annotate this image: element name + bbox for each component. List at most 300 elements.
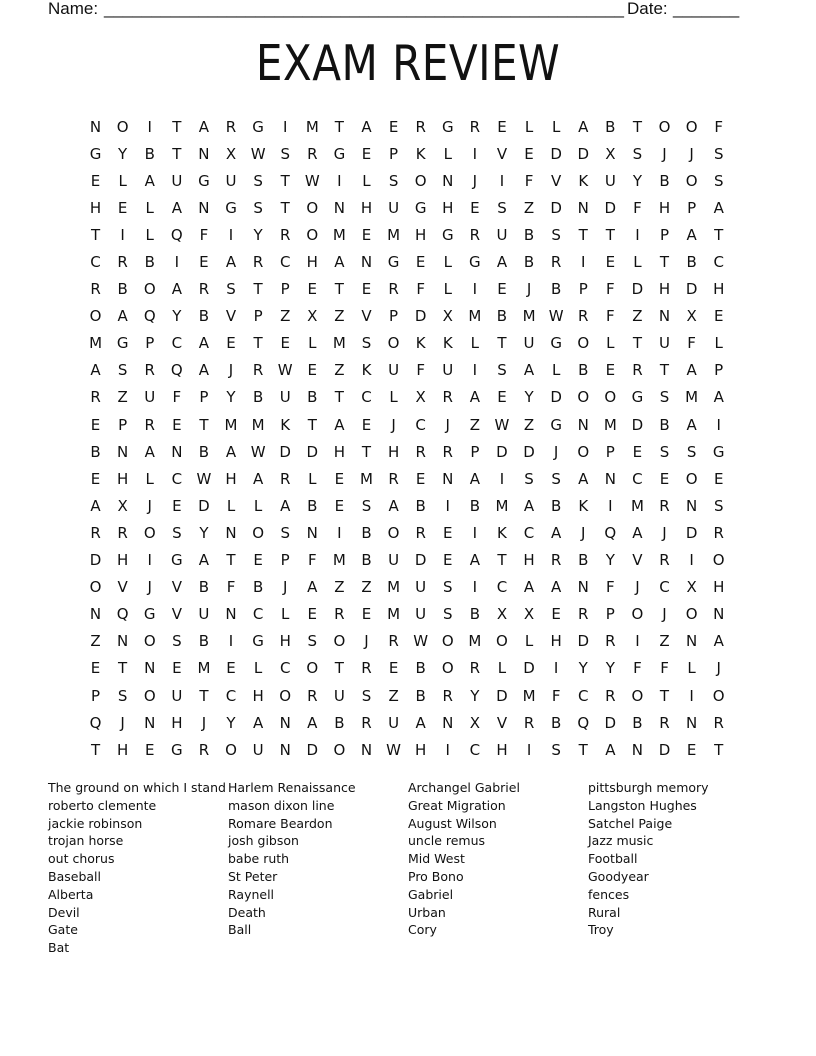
grid-letter[interactable]: R xyxy=(361,713,372,732)
grid-letter[interactable]: M xyxy=(360,469,373,488)
grid-letter[interactable]: O xyxy=(143,686,156,705)
grid-letter[interactable]: U xyxy=(442,361,454,380)
grid-letter[interactable]: O xyxy=(333,632,346,651)
grid-letter[interactable]: W xyxy=(548,307,564,326)
grid-letter[interactable]: B xyxy=(198,578,210,597)
grid-letter[interactable]: H xyxy=(89,198,102,217)
grid-letter[interactable]: T xyxy=(632,117,642,136)
grid-letter[interactable]: V xyxy=(496,144,508,163)
grid-letter[interactable]: I xyxy=(120,225,125,244)
name-field-line[interactable]: _______________________________________________________ xyxy=(104,0,625,18)
grid-letter[interactable]: X xyxy=(442,307,453,326)
grid-letter[interactable]: F xyxy=(551,686,561,705)
grid-letter[interactable]: F xyxy=(226,578,236,597)
grid-letter[interactable]: G xyxy=(631,388,644,407)
grid-letter[interactable]: U xyxy=(659,334,670,353)
grid-letter[interactable]: L xyxy=(443,280,452,299)
grid-letter[interactable]: I xyxy=(147,117,152,136)
grid-letter[interactable]: F xyxy=(660,659,669,678)
grid-letter[interactable]: V xyxy=(117,578,128,597)
grid-letter[interactable]: P xyxy=(659,225,670,244)
grid-letter[interactable]: O xyxy=(143,523,156,542)
grid-letter[interactable]: B xyxy=(252,578,264,597)
grid-letter[interactable]: A xyxy=(252,713,264,732)
grid-letter[interactable]: M xyxy=(387,578,401,597)
grid-letter[interactable]: H xyxy=(279,632,291,651)
grid-letter[interactable]: W xyxy=(196,469,212,488)
grid-letter[interactable]: B xyxy=(198,307,210,326)
grid-letter[interactable]: D xyxy=(89,551,102,570)
grid-letter[interactable]: B xyxy=(523,225,535,244)
grid-letter[interactable]: S xyxy=(686,442,697,461)
grid-letter[interactable]: N xyxy=(685,496,698,515)
grid-letter[interactable]: A xyxy=(713,388,724,407)
grid-letter[interactable]: E xyxy=(334,469,345,488)
grid-letter[interactable]: O xyxy=(658,117,671,136)
grid-letter[interactable]: X xyxy=(523,605,535,624)
grid-letter[interactable]: M xyxy=(197,659,211,678)
grid-letter[interactable]: A xyxy=(578,117,589,136)
grid-letter[interactable]: T xyxy=(307,415,317,434)
grid-letter[interactable]: S xyxy=(551,469,561,488)
grid-letter[interactable]: A xyxy=(496,253,508,272)
grid-letter[interactable]: S xyxy=(253,198,263,217)
grid-letter[interactable]: O xyxy=(279,686,292,705)
grid-letter[interactable]: I xyxy=(228,225,234,244)
grid-letter[interactable]: G xyxy=(469,253,481,272)
grid-letter[interactable]: E xyxy=(551,605,561,624)
grid-letter[interactable]: Y xyxy=(199,523,209,542)
grid-letter[interactable]: W xyxy=(250,442,266,461)
grid-letter[interactable]: T xyxy=(361,442,372,461)
grid-letter[interactable]: A xyxy=(334,415,345,434)
grid-letter[interactable]: U xyxy=(604,171,616,190)
grid-letter[interactable]: L xyxy=(687,659,696,678)
grid-letter[interactable]: D xyxy=(658,740,671,759)
grid-letter[interactable]: R xyxy=(198,280,210,299)
grid-letter[interactable]: E xyxy=(226,334,236,353)
grid-letter[interactable]: E xyxy=(361,144,372,163)
grid-letter[interactable]: L xyxy=(253,659,263,678)
grid-letter[interactable]: I xyxy=(472,578,478,597)
grid-letter[interactable]: E xyxy=(334,496,345,515)
grid-letter[interactable]: S xyxy=(713,144,724,163)
grid-letter[interactable]: O xyxy=(631,686,644,705)
grid-letter[interactable]: S xyxy=(659,442,670,461)
grid-letter[interactable]: W xyxy=(250,144,266,163)
grid-letter[interactable]: T xyxy=(334,659,344,678)
grid-letter[interactable]: A xyxy=(686,361,697,380)
grid-letter[interactable]: O xyxy=(496,632,508,651)
grid-letter[interactable]: C xyxy=(469,740,481,759)
grid-letter[interactable]: N xyxy=(658,307,671,326)
grid-letter[interactable]: O xyxy=(441,632,454,651)
grid-letter[interactable]: U xyxy=(144,388,156,407)
grid-letter[interactable]: A xyxy=(361,117,372,136)
grid-letter[interactable]: S xyxy=(172,523,182,542)
grid-letter[interactable]: F xyxy=(416,280,425,299)
grid-letter[interactable]: R xyxy=(90,280,101,299)
grid-letter[interactable]: L xyxy=(226,496,236,515)
grid-letter[interactable]: K xyxy=(497,523,507,542)
grid-letter[interactable]: T xyxy=(253,334,263,353)
grid-letter[interactable]: N xyxy=(117,442,129,461)
grid-letter[interactable]: A xyxy=(388,496,399,515)
grid-letter[interactable]: R xyxy=(252,253,264,272)
grid-letter[interactable]: U xyxy=(171,686,183,705)
grid-letter[interactable]: E xyxy=(686,740,697,759)
grid-letter[interactable]: P xyxy=(605,605,615,624)
grid-letter[interactable]: A xyxy=(686,225,697,244)
grid-letter[interactable]: H xyxy=(713,578,725,597)
grid-letter[interactable]: R xyxy=(334,605,345,624)
grid-letter[interactable]: O xyxy=(143,280,156,299)
grid-letter[interactable]: J xyxy=(472,171,478,190)
grid-letter[interactable]: A xyxy=(469,551,480,570)
grid-letter[interactable]: S xyxy=(307,632,318,651)
grid-letter[interactable]: D xyxy=(631,415,644,434)
grid-letter[interactable]: D xyxy=(577,632,590,651)
grid-letter[interactable]: D xyxy=(306,740,319,759)
grid-letter[interactable]: O xyxy=(604,388,617,407)
grid-letter[interactable]: T xyxy=(714,740,724,759)
grid-letter[interactable]: X xyxy=(496,605,508,624)
grid-letter[interactable]: S xyxy=(361,334,372,353)
grid-letter[interactable]: O xyxy=(631,605,644,624)
grid-letter[interactable]: P xyxy=(118,415,128,434)
grid-letter[interactable]: A xyxy=(713,632,724,651)
grid-letter[interactable]: D xyxy=(496,686,508,705)
grid-letter[interactable]: F xyxy=(687,334,696,353)
grid-letter[interactable]: D xyxy=(414,551,427,570)
grid-letter[interactable]: U xyxy=(496,225,508,244)
grid-letter[interactable]: A xyxy=(144,442,155,461)
grid-letter[interactable]: F xyxy=(606,578,615,597)
grid-letter[interactable]: R xyxy=(90,523,101,542)
grid-letter[interactable]: E xyxy=(253,551,263,570)
grid-letter[interactable]: O xyxy=(387,523,400,542)
grid-letter[interactable]: Z xyxy=(117,388,128,407)
grid-letter[interactable]: G xyxy=(441,225,454,244)
grid-letter[interactable]: O xyxy=(143,632,156,651)
grid-letter[interactable]: D xyxy=(685,523,698,542)
grid-letter[interactable]: Y xyxy=(172,307,182,326)
grid-letter[interactable]: A xyxy=(523,578,535,597)
grid-letter[interactable]: U xyxy=(252,740,264,759)
grid-letter[interactable]: N xyxy=(577,578,589,597)
grid-letter[interactable]: H xyxy=(658,280,671,299)
grid-letter[interactable]: R xyxy=(415,442,426,461)
grid-letter[interactable]: E xyxy=(117,198,128,217)
grid-letter[interactable]: S xyxy=(361,686,372,705)
grid-letter[interactable]: O xyxy=(685,605,698,624)
grid-letter[interactable]: B xyxy=(307,496,318,515)
grid-letter[interactable]: R xyxy=(117,253,128,272)
grid-letter[interactable]: N xyxy=(144,713,156,732)
grid-letter[interactable]: X xyxy=(469,713,480,732)
grid-letter[interactable]: P xyxy=(578,280,588,299)
grid-letter[interactable]: E xyxy=(659,469,670,488)
grid-letter[interactable]: Z xyxy=(334,307,345,326)
grid-letter[interactable]: H xyxy=(550,632,562,651)
grid-letter[interactable]: D xyxy=(604,713,617,732)
grid-letter[interactable]: E xyxy=(361,280,372,299)
grid-letter[interactable]: W xyxy=(304,171,320,190)
grid-letter[interactable]: O xyxy=(306,659,319,678)
grid-letter[interactable]: M xyxy=(468,632,482,651)
grid-letter[interactable]: M xyxy=(387,605,401,624)
grid-letter[interactable]: U xyxy=(388,551,400,570)
grid-letter[interactable]: M xyxy=(305,117,319,136)
grid-letter[interactable]: C xyxy=(659,578,670,597)
grid-letter[interactable]: R xyxy=(605,686,616,705)
grid-letter[interactable]: H xyxy=(387,442,400,461)
grid-letter[interactable]: L xyxy=(497,659,507,678)
grid-letter[interactable]: A xyxy=(551,578,562,597)
grid-letter[interactable]: I xyxy=(174,253,180,272)
grid-letter[interactable]: S xyxy=(117,361,128,380)
grid-letter[interactable]: Y xyxy=(578,659,588,678)
grid-letter[interactable]: G xyxy=(116,334,129,353)
grid-letter[interactable]: G xyxy=(143,605,156,624)
grid-letter[interactable]: T xyxy=(172,117,182,136)
grid-letter[interactable]: R xyxy=(469,117,481,136)
grid-letter[interactable]: H xyxy=(225,469,237,488)
grid-letter[interactable]: G xyxy=(171,551,183,570)
grid-letter[interactable]: U xyxy=(279,388,291,407)
grid-letter[interactable]: H xyxy=(658,198,671,217)
grid-letter[interactable]: E xyxy=(497,117,507,136)
grid-letter[interactable]: J xyxy=(391,415,396,434)
grid-letter[interactable]: G xyxy=(89,144,102,163)
grid-letter[interactable]: B xyxy=(550,713,562,732)
grid-letter[interactable]: R xyxy=(442,388,453,407)
grid-letter[interactable]: I xyxy=(608,496,613,515)
grid-letter[interactable]: A xyxy=(198,551,210,570)
grid-letter[interactable]: R xyxy=(279,225,291,244)
grid-letter[interactable]: M xyxy=(332,225,346,244)
grid-letter[interactable]: B xyxy=(469,496,480,515)
grid-letter[interactable]: D xyxy=(523,442,535,461)
grid-letter[interactable]: I xyxy=(472,361,478,380)
grid-letter[interactable]: E xyxy=(172,659,182,678)
grid-letter[interactable]: B xyxy=(550,280,562,299)
grid-letter[interactable]: N xyxy=(198,144,210,163)
grid-letter[interactable]: V xyxy=(171,578,182,597)
grid-letter[interactable]: G xyxy=(414,198,427,217)
grid-letter[interactable]: M xyxy=(332,551,346,570)
grid-letter[interactable]: L xyxy=(145,469,154,488)
grid-letter[interactable]: O xyxy=(116,117,129,136)
grid-letter[interactable]: N xyxy=(89,605,102,624)
grid-letter[interactable]: G xyxy=(550,415,562,434)
grid-letter[interactable]: L xyxy=(308,334,317,353)
grid-letter[interactable]: D xyxy=(604,198,617,217)
grid-letter[interactable]: V xyxy=(361,307,372,326)
grid-letter[interactable]: S xyxy=(497,198,507,217)
grid-letter[interactable]: D xyxy=(496,442,508,461)
grid-letter[interactable]: S xyxy=(632,144,643,163)
grid-letter[interactable]: J xyxy=(201,713,207,732)
grid-letter[interactable]: Y xyxy=(470,686,480,705)
grid-letter[interactable]: B xyxy=(686,253,697,272)
grid-letter[interactable]: D xyxy=(414,307,427,326)
grid-letter[interactable]: E xyxy=(443,551,453,570)
grid-letter[interactable]: T xyxy=(280,198,290,217)
grid-letter[interactable]: W xyxy=(494,415,510,434)
grid-letter[interactable]: K xyxy=(415,334,426,353)
grid-letter[interactable]: R xyxy=(388,632,399,651)
grid-letter[interactable]: S xyxy=(524,469,534,488)
grid-letter[interactable]: E xyxy=(713,307,724,326)
grid-letter[interactable]: K xyxy=(578,171,589,190)
grid-letter[interactable]: O xyxy=(441,659,454,678)
grid-letter[interactable]: W xyxy=(277,361,293,380)
grid-letter[interactable]: J xyxy=(364,632,369,651)
grid-letter[interactable]: D xyxy=(550,388,562,407)
grid-letter[interactable]: L xyxy=(253,496,263,515)
grid-letter[interactable]: H xyxy=(713,280,725,299)
grid-letter[interactable]: R xyxy=(713,523,724,542)
grid-letter[interactable]: T xyxy=(578,740,588,759)
grid-letter[interactable]: A xyxy=(252,469,264,488)
grid-letter[interactable]: S xyxy=(226,280,236,299)
grid-letter[interactable]: F xyxy=(606,280,615,299)
grid-letter[interactable]: L xyxy=(145,225,154,244)
grid-letter[interactable]: I xyxy=(337,171,342,190)
grid-letter[interactable]: R xyxy=(307,686,318,705)
grid-letter[interactable]: T xyxy=(632,334,642,353)
grid-letter[interactable]: S xyxy=(443,605,453,624)
grid-letter[interactable]: H xyxy=(117,740,129,759)
grid-letter[interactable]: R xyxy=(659,551,670,570)
grid-letter[interactable]: D xyxy=(685,280,698,299)
grid-letter[interactable]: S xyxy=(659,388,670,407)
grid-letter[interactable]: I xyxy=(472,280,478,299)
grid-letter[interactable]: B xyxy=(198,632,210,651)
grid-letter[interactable]: U xyxy=(388,713,400,732)
grid-letter[interactable]: C xyxy=(225,686,237,705)
grid-letter[interactable]: U xyxy=(415,578,427,597)
grid-letter[interactable]: X xyxy=(605,144,616,163)
grid-letter[interactable]: S xyxy=(551,740,561,759)
grid-letter[interactable]: L xyxy=(145,198,154,217)
grid-letter[interactable]: H xyxy=(117,469,129,488)
grid-letter[interactable]: L xyxy=(524,632,534,651)
grid-letter[interactable]: F xyxy=(524,171,534,190)
grid-letter[interactable]: H xyxy=(333,442,346,461)
grid-letter[interactable]: O xyxy=(577,388,590,407)
grid-letter[interactable]: N xyxy=(442,713,454,732)
grid-letter[interactable]: L xyxy=(118,171,127,190)
grid-letter[interactable]: J xyxy=(635,578,640,597)
grid-letter[interactable]: A xyxy=(307,578,318,597)
grid-letter[interactable]: H xyxy=(171,713,183,732)
grid-letter[interactable]: Y xyxy=(118,144,128,163)
grid-letter[interactable]: D xyxy=(198,496,210,515)
grid-letter[interactable]: C xyxy=(171,469,183,488)
grid-letter[interactable]: R xyxy=(307,144,318,163)
grid-letter[interactable]: N xyxy=(333,198,345,217)
grid-letter[interactable]: R xyxy=(523,713,535,732)
grid-letter[interactable]: D xyxy=(279,442,291,461)
grid-letter[interactable]: A xyxy=(713,198,724,217)
grid-letter[interactable]: P xyxy=(470,442,480,461)
grid-letter[interactable]: A xyxy=(632,523,643,542)
grid-letter[interactable]: K xyxy=(415,144,426,163)
grid-letter[interactable]: L xyxy=(470,334,480,353)
grid-letter[interactable]: M xyxy=(251,415,265,434)
grid-letter[interactable]: L xyxy=(443,144,452,163)
grid-letter[interactable]: E xyxy=(470,198,480,217)
grid-letter[interactable]: U xyxy=(198,605,210,624)
grid-letter[interactable]: W xyxy=(386,740,401,759)
grid-letter[interactable]: T xyxy=(659,361,670,380)
grid-letter[interactable]: J xyxy=(716,659,721,678)
grid-letter[interactable]: C xyxy=(713,253,724,272)
grid-letter[interactable]: G xyxy=(441,117,454,136)
grid-letter[interactable]: M xyxy=(685,388,699,407)
grid-letter[interactable]: E xyxy=(144,740,155,759)
grid-letter[interactable]: R xyxy=(279,469,291,488)
grid-letter[interactable]: R xyxy=(632,361,643,380)
grid-letter[interactable]: T xyxy=(334,117,344,136)
grid-letter[interactable]: M xyxy=(89,334,103,353)
grid-letter[interactable]: Z xyxy=(280,307,291,326)
grid-letter[interactable]: I xyxy=(689,686,694,705)
grid-letter[interactable]: Z xyxy=(523,415,535,434)
grid-letter[interactable]: U xyxy=(415,605,427,624)
grid-letter[interactable]: I xyxy=(282,117,288,136)
grid-letter[interactable]: R xyxy=(605,632,616,651)
grid-letter[interactable]: L xyxy=(551,117,561,136)
grid-letter[interactable]: A xyxy=(578,469,589,488)
grid-letter[interactable]: R xyxy=(550,551,562,570)
grid-letter[interactable]: K xyxy=(280,415,291,434)
grid-letter[interactable]: J xyxy=(689,144,694,163)
grid-letter[interactable]: O xyxy=(252,523,265,542)
grid-letter[interactable]: Z xyxy=(90,632,101,651)
grid-letter[interactable]: D xyxy=(306,442,319,461)
grid-letter[interactable]: R xyxy=(469,659,481,678)
grid-letter[interactable]: P xyxy=(253,307,263,326)
grid-letter[interactable]: B xyxy=(659,171,670,190)
grid-letter[interactable]: E xyxy=(605,361,616,380)
grid-letter[interactable]: R xyxy=(415,523,426,542)
grid-letter[interactable]: Z xyxy=(632,307,643,326)
grid-letter[interactable]: P xyxy=(280,551,290,570)
grid-letter[interactable]: N xyxy=(442,171,454,190)
grid-letter[interactable]: I xyxy=(581,253,586,272)
grid-letter[interactable]: Y xyxy=(226,713,236,732)
grid-letter[interactable]: J xyxy=(147,496,152,515)
grid-letter[interactable]: V xyxy=(496,713,508,732)
grid-letter[interactable]: S xyxy=(497,361,507,380)
grid-letter[interactable]: C xyxy=(577,686,589,705)
grid-letter[interactable]: G xyxy=(252,632,264,651)
grid-letter[interactable]: O xyxy=(685,171,698,190)
grid-letter[interactable]: T xyxy=(90,225,101,244)
grid-letter[interactable]: K xyxy=(361,361,372,380)
grid-letter[interactable]: M xyxy=(522,686,536,705)
grid-letter[interactable]: T xyxy=(90,740,101,759)
grid-letter[interactable]: Z xyxy=(334,578,345,597)
grid-letter[interactable]: B xyxy=(117,280,128,299)
grid-letter[interactable]: D xyxy=(577,144,590,163)
grid-letter[interactable]: Q xyxy=(604,523,617,542)
grid-letter[interactable]: L xyxy=(551,361,561,380)
grid-letter[interactable]: I xyxy=(689,551,694,570)
